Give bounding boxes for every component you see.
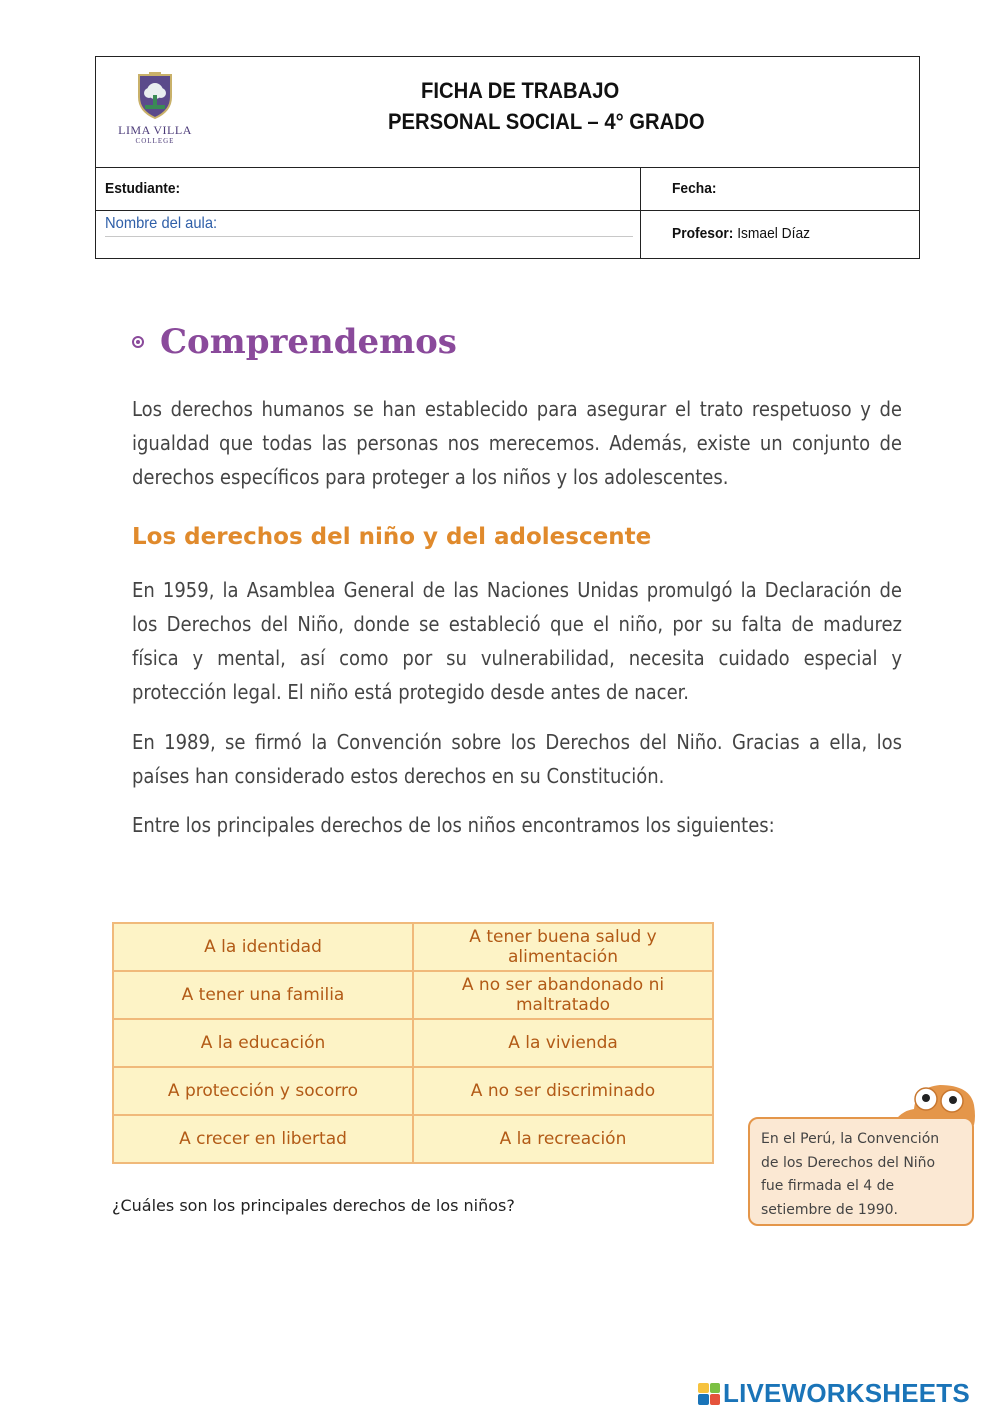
subheading: Los derechos del niño y del adolescente xyxy=(132,524,652,550)
liveworksheets-logo[interactable] xyxy=(698,1378,970,1409)
table-cell: A la recreación xyxy=(413,1115,713,1163)
school-logo xyxy=(112,71,198,151)
table-cell: A la vivienda xyxy=(413,1019,713,1067)
paragraph-1959: En 1959, la Asamblea General de las Naciones Unidas promulgó la Declaración de los Derechos del Niño, donde se estableció que el niño, por su falta de madurez física y mental, así como por su vulnerabilidad, necesita cuidado especial y protección legal. El niño está protegido desde antes de nacer. xyxy=(132,578,902,704)
table-cell: A protección y socorro xyxy=(113,1067,413,1115)
rights-table xyxy=(112,922,714,1164)
liveworksheets-icon xyxy=(698,1383,720,1405)
student-label: Estudiante: xyxy=(105,180,181,197)
classroom-row xyxy=(96,211,919,259)
table-cell: A no ser abandonado ni maltratado xyxy=(413,971,713,1019)
table-cell: A tener buena salud y alimentación xyxy=(413,923,713,971)
teacher-info xyxy=(672,225,810,242)
table-cell: A la educación xyxy=(113,1019,413,1067)
callout-text: En el Perú, la Convención de los Derechos del Niño fue firmada el 4 de setiembre de 1990. xyxy=(761,1131,940,1218)
student-row xyxy=(96,168,919,211)
brand-text: LIVEWORKSHEETS xyxy=(723,1378,970,1408)
classroom-field[interactable]: Nombre del aula: xyxy=(105,215,218,232)
paragraph-rights-intro: Entre los principales derechos de los niños encontramos los siguientes: xyxy=(132,813,775,837)
table-cell: A la identidad xyxy=(113,923,413,971)
table-cell: A no ser discriminado xyxy=(413,1067,713,1115)
table-row xyxy=(113,1019,713,1067)
worksheet-subject: PERSONAL SOCIAL – 4° GRADO xyxy=(388,109,705,134)
logo-text: LIMA VILLA xyxy=(118,123,192,137)
teacher-label: Profesor: xyxy=(672,225,734,242)
worksheet-header xyxy=(95,56,920,259)
question-text: ¿Cuáles son los principales derechos de los niños? xyxy=(112,1196,515,1215)
section-title: Comprendemos xyxy=(160,322,457,362)
info-callout xyxy=(748,1117,974,1226)
table-row xyxy=(113,971,713,1019)
table-row xyxy=(113,1067,713,1115)
header-title-area xyxy=(96,57,919,168)
classroom-underline xyxy=(105,236,633,237)
intro-paragraph: Los derechos humanos se han establecido para asegurar el trato respetuoso y de igualdad que todas las personas nos merecemos. Además, existe un conjunto de derechos específicos para proteger a los niños y los adolescentes. xyxy=(132,397,902,489)
logo-subtext: COLLEGE xyxy=(135,137,175,145)
date-label: Fecha: xyxy=(672,180,717,197)
crest-icon xyxy=(112,71,198,121)
paragraph-1989: En 1989, se firmó la Convención sobre los Derechos del Niño. Gracias a ella, los países han considerado estos derechos en su Constitución. xyxy=(132,730,902,788)
table-row xyxy=(113,923,713,971)
table-cell: A tener una familia xyxy=(113,971,413,1019)
worksheet-title: FICHA DE TRABAJO xyxy=(421,78,620,103)
header-divider xyxy=(640,168,641,259)
table-cell: A crecer en libertad xyxy=(113,1115,413,1163)
table-row xyxy=(113,1115,713,1163)
teacher-name: Ismael Díaz xyxy=(737,225,811,242)
